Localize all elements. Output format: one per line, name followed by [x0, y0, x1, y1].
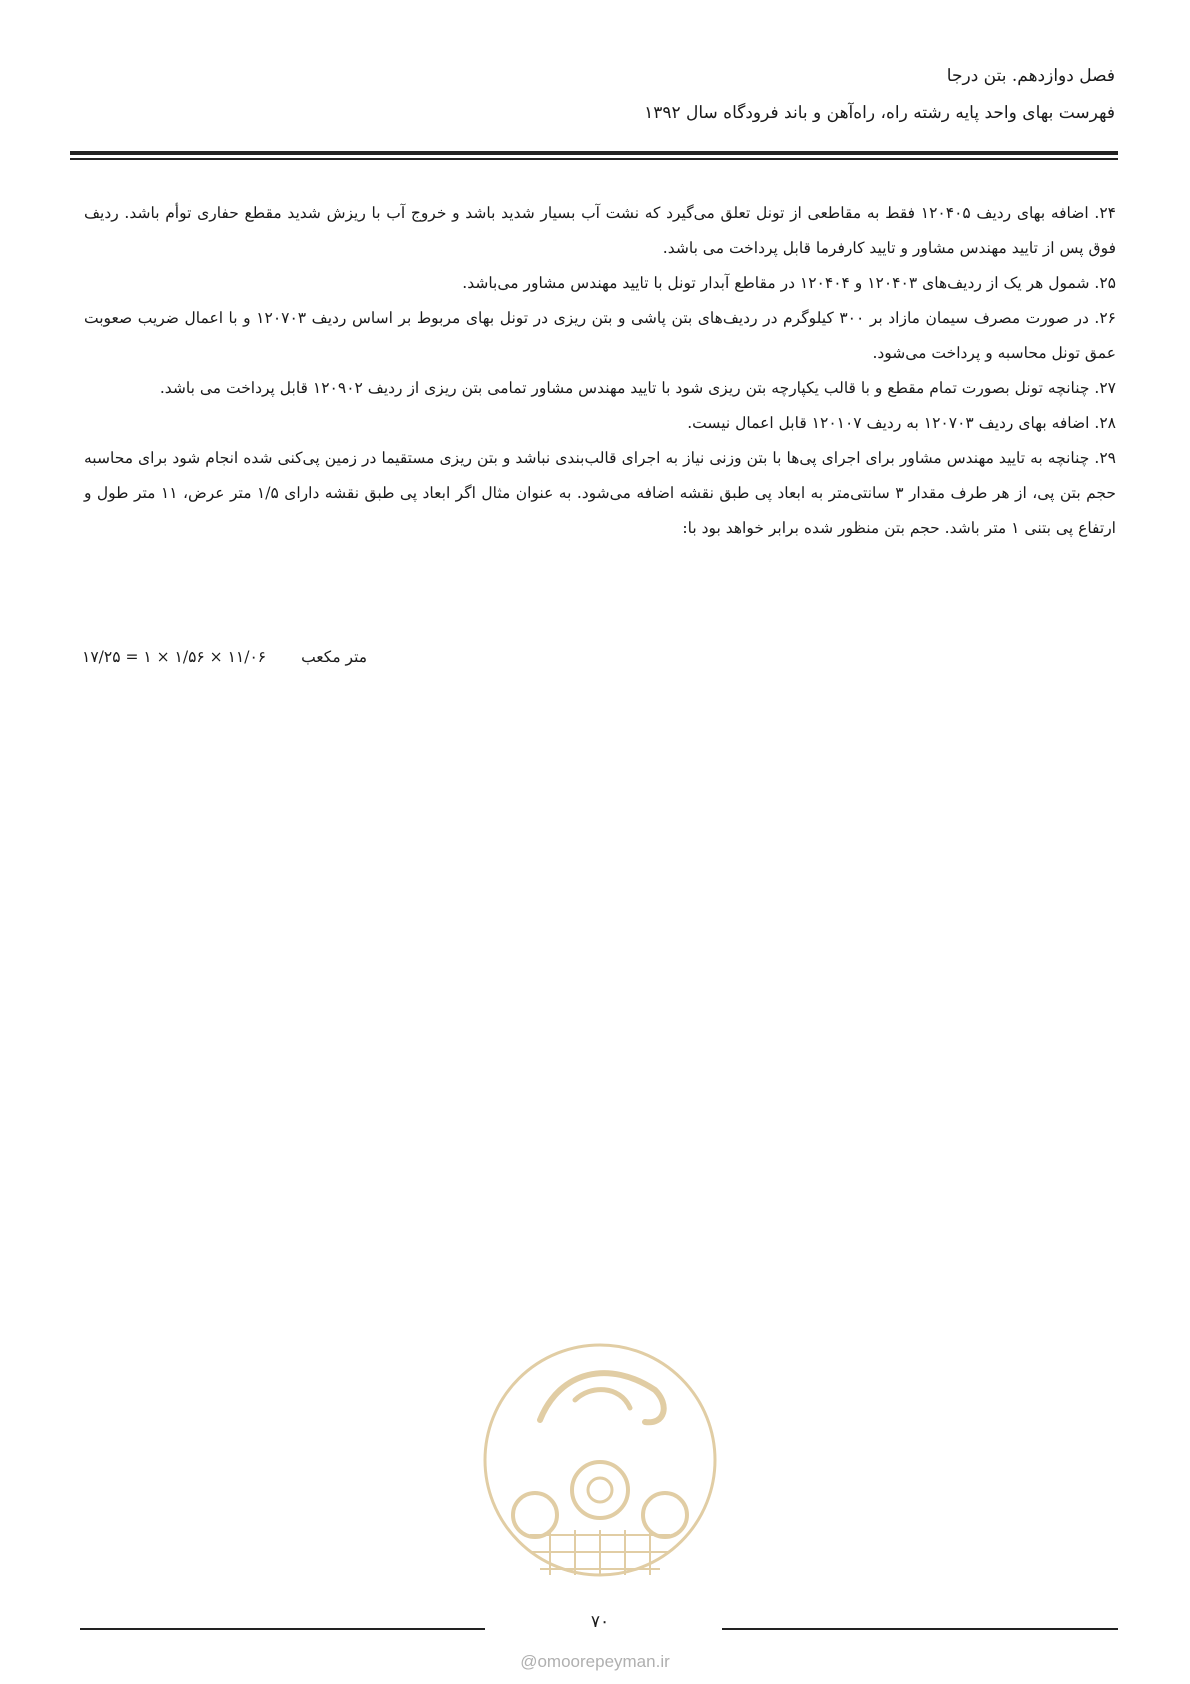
page-number: ۷۰: [590, 1612, 610, 1632]
header-rule-thin: [70, 158, 1118, 160]
document-subtitle: فهرست بهای واحد پایه رشته راه، راه‌آهن و باند فرودگاه سال ۱۳۹۲: [644, 103, 1115, 123]
notes-body: [84, 196, 1116, 546]
formula-unit: متر مکعب: [301, 648, 368, 666]
header-rule-thick: [70, 151, 1118, 155]
note-26: ۲۶. در صورت مصرف سیمان مازاد بر ۳۰۰ کیلوگرم در ردیف‌های بتن پاشی و بتن ریزی در تونل بهای مربوط بر اساس ردیف ۱۲۰۷۰۳ و با اعمال ضریب صعوبت عمق تونل محاسبه و پرداخت می‌شود.: [84, 309, 1116, 362]
formula-expression: ۱۱/۰۶ × ۱/۵۶ × ۱ = ۱۷/۲۵: [82, 648, 267, 666]
footer-rule-left: [80, 1628, 485, 1630]
footer-rule-right: [722, 1628, 1118, 1630]
note-27: ۲۷. چنانچه تونل بصورت تمام مقطع و با قالب یکپارچه بتن ریزی شود با تایید مهندس مشاور تمامی بتن ریزی از ردیف ۱۲۰۹۰۲ قابل پرداخت می باشد.: [159, 379, 1116, 397]
note-29: ۲۹. چنانچه به تایید مهندس مشاور برای اجرای پی‌ها با بتن وزنی نیاز به اجرای قالب‌بندی نباشد و بتن ریزی مستقیما در زمین پی‌کنی شده انجام شود برای محاسبه حجم بتن پی، از هر طرف مقدار ۳ سانتی‌متر به ابعاد پی طبق نقشه اضافه می‌شود. به عنوان مثال اگر ابعاد پی طبق نقشه دارای ۱/۵ متر عرض، ۱۱ متر طول و ارتفاع پی بتنی ۱ متر باشد. حجم بتن منظور شده برابر خواهد بود با:: [84, 449, 1116, 537]
website-watermark: @omoorepeyman.ir: [520, 1652, 670, 1671]
note-25: ۲۵. شمول هر یک از ردیف‌های ۱۲۰۴۰۳ و ۱۲۰۴۰۴ در مقاطع آبدار تونل با تایید مهندس مشاور می‌باشد.: [462, 274, 1116, 292]
seal-stamp-icon: [480, 1330, 720, 1590]
volume-formula: [82, 648, 367, 666]
chapter-title: فصل دوازدهم. بتن درجا: [946, 66, 1115, 86]
note-24: ۲۴. اضافه بهای ردیف ۱۲۰۴۰۵ فقط به مقاطعی از تونل تعلق می‌گیرد که نشت آب بسیار شدید باشد و خروج آب با ریزش شدید مقطع حفاری توأم باشد. ردیف فوق پس از تایید مهندس مشاور و تایید کارفرما قابل پرداخت می باشد.: [84, 204, 1116, 257]
note-28: ۲۸. اضافه بهای ردیف ۱۲۰۷۰۳ به ردیف ۱۲۰۱۰۷ قابل اعمال نیست.: [687, 414, 1116, 432]
